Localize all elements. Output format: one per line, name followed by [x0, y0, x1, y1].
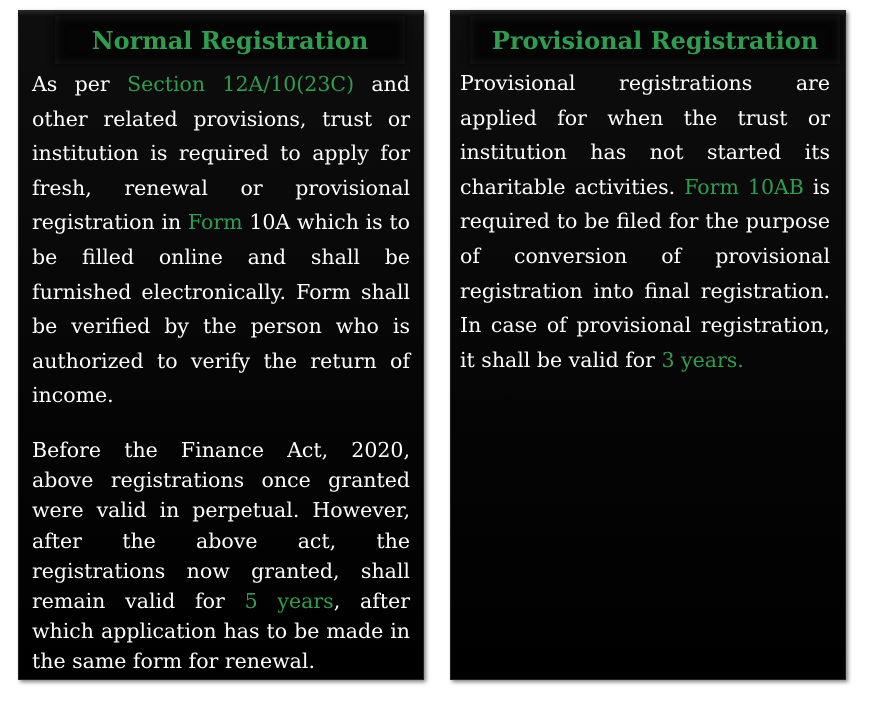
validity-years: 5 years: [244, 589, 334, 614]
normal-registration-paragraph-1: [32, 67, 410, 413]
normal-registration-paragraph-2: [32, 435, 410, 677]
normal-p1-text-a: As per: [32, 72, 128, 96]
provisional-registration-paragraph: [460, 66, 830, 377]
section-reference: Section 12A/10(23C): [127, 72, 355, 96]
form-reference: Form: [187, 210, 243, 235]
provisional-registration-title: Provisional Registration: [470, 16, 840, 64]
normal-p2-text-b: , after which application has to be made in the same form for renewal.: [32, 589, 410, 674]
provisional-period: .: [737, 347, 744, 372]
provisional-validity-years: 3 years: [661, 347, 738, 372]
normal-p1-text-b: and other related provisions, trust or institution is required to apply for fresh, renewal or provisional registration in: [32, 72, 410, 235]
form-10ab-reference: Form 10AB: [684, 174, 804, 199]
normal-p1-text-c: 10A which is to be filled online and shall be furnished electronically. Form shall be verified by the person who is authorized to verify the return of income.: [32, 210, 410, 408]
normal-registration-title: Normal Registration: [55, 16, 405, 64]
prov-p1-text-b: is required to be filed for the purpose of conversion of provisional registration into final registration. In case of provisional registration, it shall be valid for: [460, 174, 831, 372]
normal-p2-text-a: Before the Finance Act, 2020, above registrations once granted were valid in perpetual. However, after the above act, the registrations now granted, shall remain valid for: [32, 438, 410, 614]
prov-p1-text-a: Provisional registrations are applied for when the trust or institution has not started its charitable activities.: [460, 71, 830, 199]
